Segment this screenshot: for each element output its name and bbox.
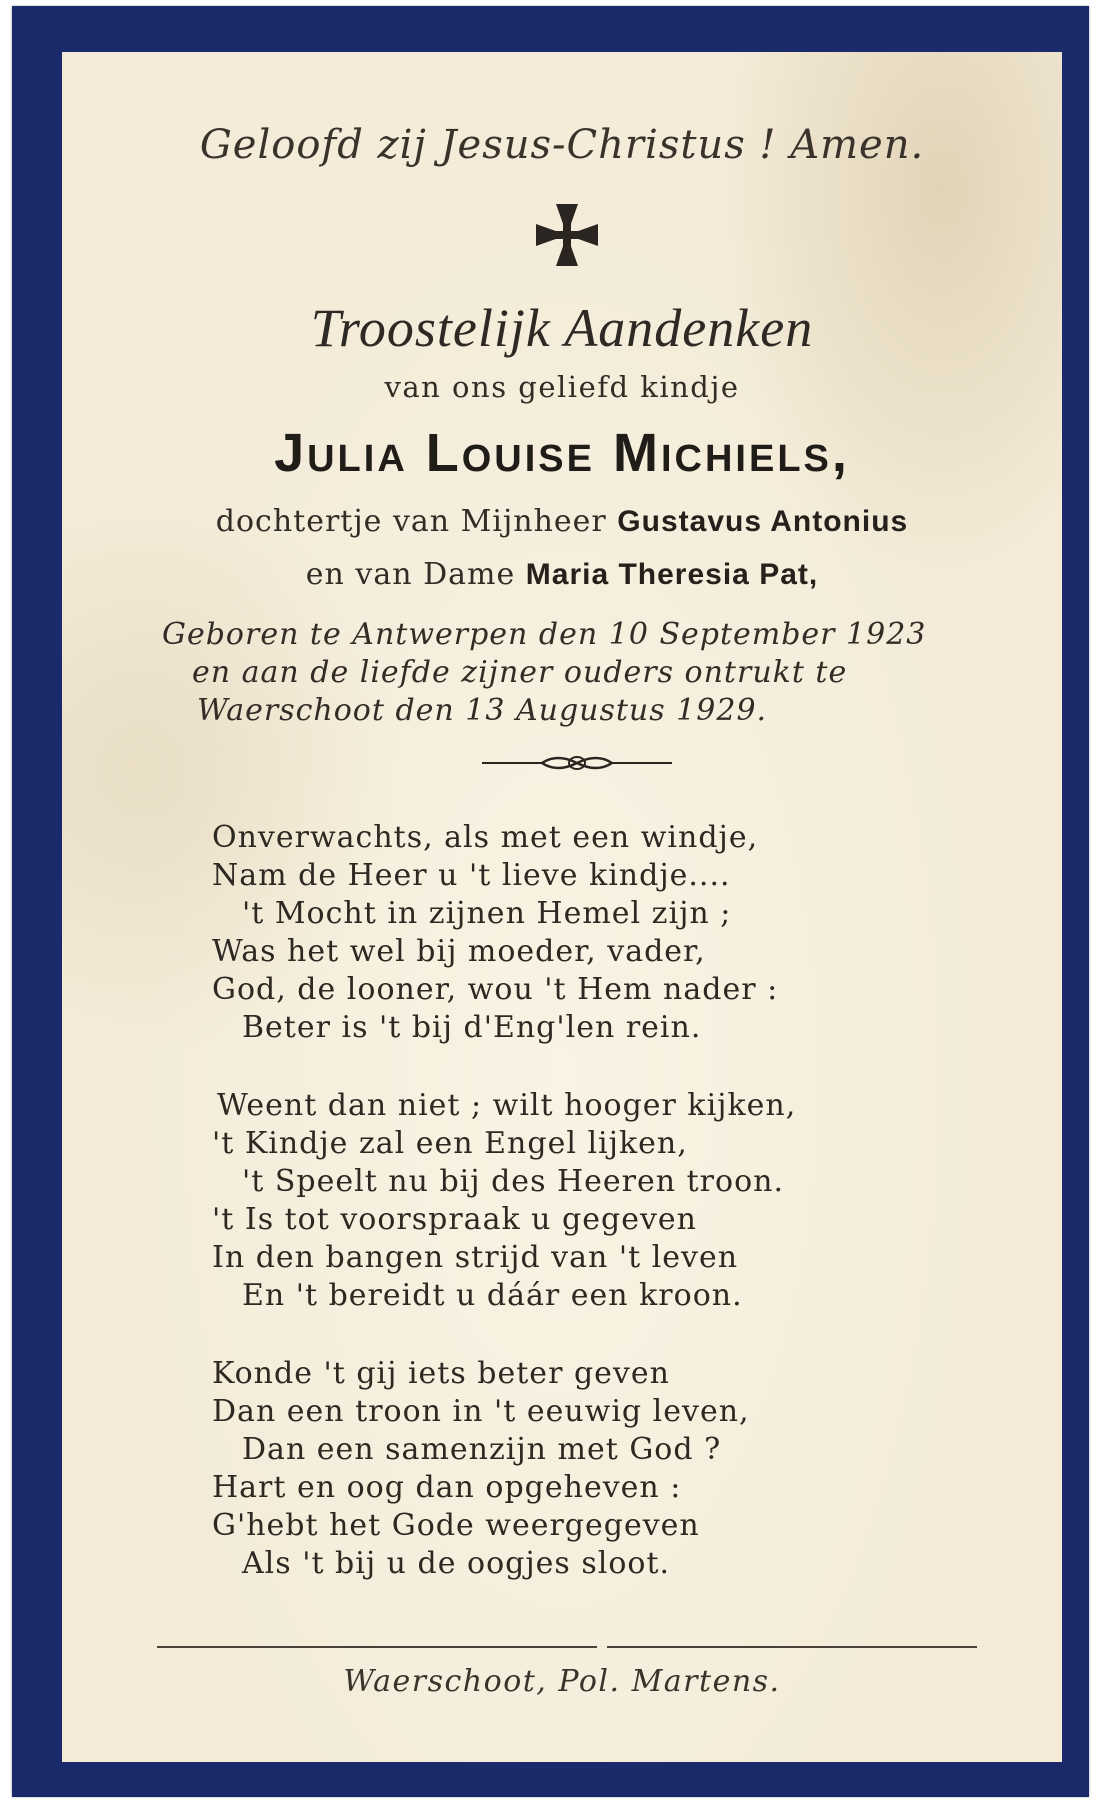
footer-rule-left [157, 1646, 597, 1648]
father-line [62, 504, 1062, 539]
poem-line: Konde 't gij iets beter geven [212, 1356, 670, 1391]
poem-line: In den bangen strijd van 't leven [212, 1240, 739, 1275]
footer-rule-right [607, 1646, 977, 1648]
poem-line: Dan een samenzijn met God ? [242, 1432, 722, 1467]
printer-credit: Waerschoot, Pol. Martens. [343, 1664, 781, 1699]
poem-line: Nam de Heer u 't lieve kindje.... [212, 858, 731, 893]
poem-line: Hart en oog dan opgeheven : [212, 1470, 682, 1505]
card-subtitle: van ons geliefd kindje [384, 370, 740, 404]
father-name: Gustavus Antonius [617, 505, 909, 538]
cross-pattee-icon [532, 200, 602, 270]
death-line: en aan de liefde zijner ouders ontrukt te [192, 655, 848, 690]
birth-line: Geboren te Antwerpen den 10 September 1923 [162, 617, 927, 652]
mother-name: Maria Theresia Pat, [525, 558, 819, 591]
header-prayer: Geloofd zij Jesus-Christus ! Amen. [199, 122, 925, 168]
poem-line: En 't bereidt u dáár een kroon. [242, 1278, 743, 1313]
memorial-card-border [12, 6, 1089, 1797]
poem-line: Onverwachts, als met een windje, [212, 820, 759, 855]
poem-line: Als 't bij u de oogjes sloot. [242, 1546, 671, 1581]
death-place-line: Waerschoot den 13 Augustus 1929. [197, 693, 768, 728]
mother-prefix: en van Dame [305, 557, 516, 592]
poem-line: Dan een troon in 't eeuwig leven, [212, 1394, 750, 1429]
card-title: Troostelijk Aandenken [310, 298, 814, 358]
poem-line: Weent dan niet ; wilt hooger kijken, [217, 1088, 797, 1123]
poem-line: 't Speelt nu bij des Heeren troon. [242, 1164, 784, 1199]
memorial-card [62, 52, 1062, 1762]
poem-line: Beter is 't bij d'Eng'len rein. [242, 1010, 702, 1045]
poem-line: Was het wel bij moeder, vader, [212, 934, 706, 969]
poem-line: 't Is tot voorspraak u gegeven [212, 1202, 697, 1237]
poem-line: God, de looner, wou 't Hem nader : [212, 972, 779, 1007]
scroll-ornament-icon [482, 750, 672, 776]
deceased-name: Julia Louise Michiels, [274, 423, 850, 483]
mother-line [62, 557, 1062, 592]
poem-line: G'hebt het Gode weergegeven [212, 1508, 700, 1543]
poem-line: 't Mocht in zijnen Hemel zijn ; [242, 896, 732, 931]
father-prefix: dochtertje van Mijnheer [215, 504, 607, 539]
poem-line: 't Kindje zal een Engel lijken, [212, 1126, 688, 1161]
